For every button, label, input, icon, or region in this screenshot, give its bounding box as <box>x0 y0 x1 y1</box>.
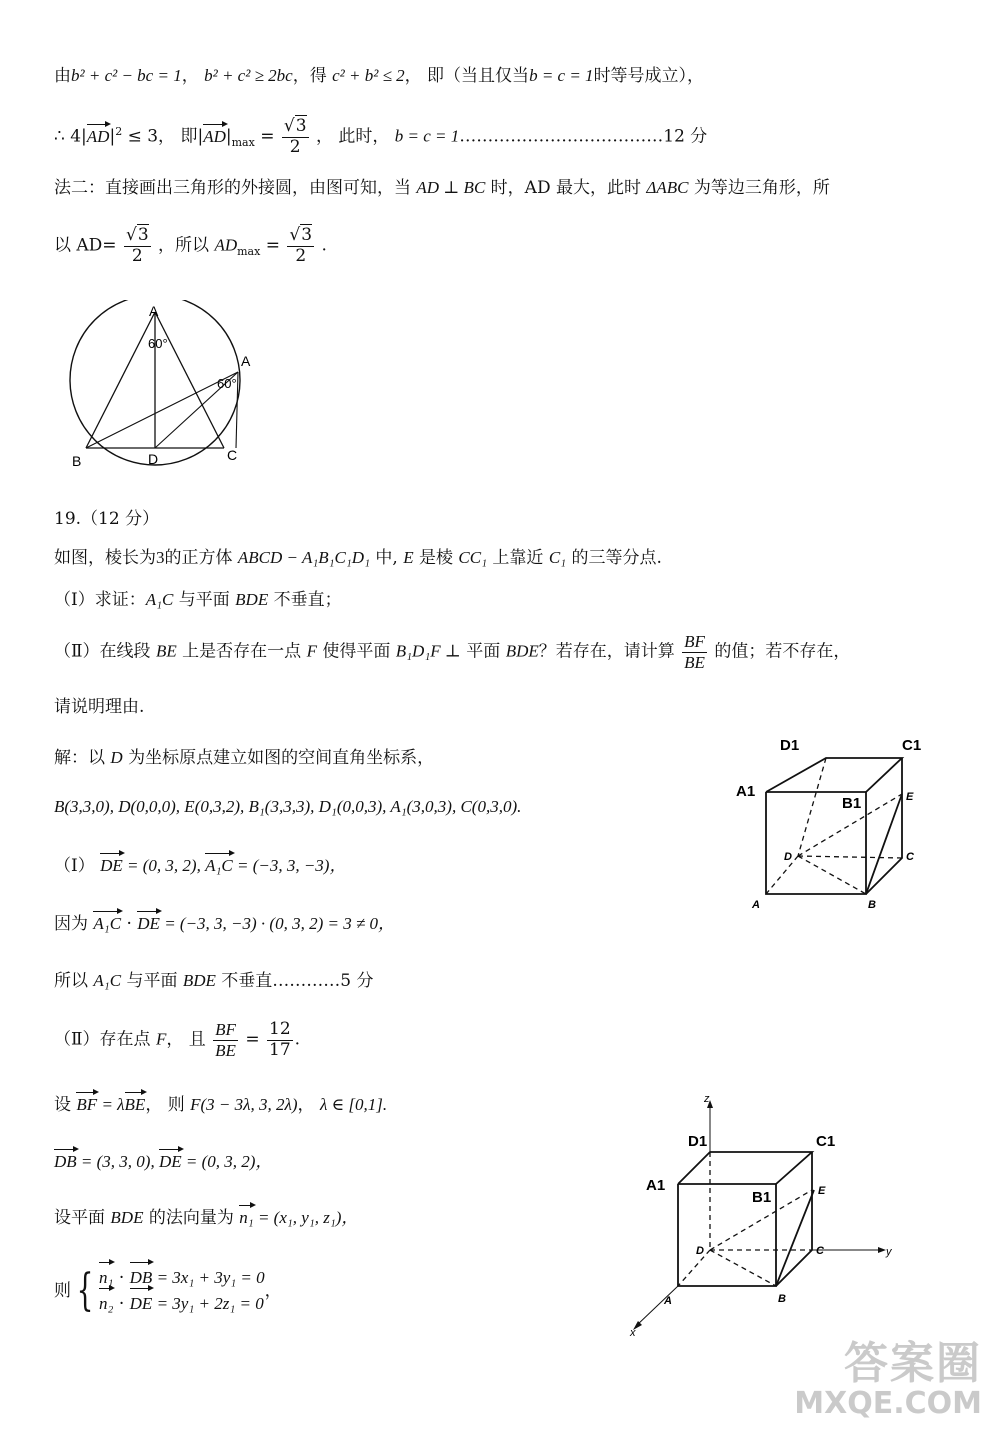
hidden-db <box>710 1250 776 1286</box>
solution-step-3: 所以 A₁C 与平面 BDE 不垂直…………5 分 <box>54 971 374 991</box>
label-b1: B1 <box>752 1189 772 1206</box>
watermark-url: MXQE.COM <box>794 1385 982 1421</box>
question-19-part-2-cont: 请说明理由. <box>54 697 145 717</box>
question-19-title: 19.（12 分） <box>54 509 160 529</box>
solution-step-2: 因为 A₁C · DE = (−3, 3, −3) · (0, 3, 2) = 3 ≠ 0， <box>54 914 396 934</box>
cube-figure-2 <box>620 1090 900 1340</box>
solution-step-1: （Ⅰ） DE = (0, 3, 2), A₁C = (−3, 3, −3)， <box>54 856 347 876</box>
solution-step-6: DB = (3, 3, 0), DE = (0, 3, 2)， <box>54 1152 273 1171</box>
circumcircle-figure <box>60 300 270 475</box>
label-z: z <box>704 1093 710 1105</box>
segment-ac <box>155 312 224 448</box>
system-brace: { <box>76 1265 94 1317</box>
hidden-da <box>766 856 798 894</box>
label-d: D <box>784 851 792 863</box>
watermark-logo-text: 答案圈 <box>844 1338 982 1390</box>
label-a1: A1 <box>646 1177 666 1194</box>
solution-step-5: 设 BF = λBE， 则 F(3 − 3λ, 3, 2λ)， λ ∈ [0,1]. <box>54 1095 388 1115</box>
label-a-right: A <box>241 353 251 369</box>
question-19-stem: 如图，棱长为3的正方体 ABCD − A₁B₁C₁D₁ 中, E 是棱 CC₁ 上靠近 C₁ 的三等分点. <box>54 548 662 568</box>
segment-ba-right <box>86 372 238 448</box>
label-d: D <box>696 1245 704 1257</box>
label-b: B <box>778 1293 786 1305</box>
label-60-top: 60° <box>148 336 168 351</box>
question-19-part-1: （Ⅰ）求证：A₁C 与平面 BDE 不垂直； <box>54 590 342 610</box>
label-d1: D1 <box>688 1133 708 1150</box>
derivation-line-1: 由b² + c² − bc = 1， b² + c² ≥ 2bc，得 c² + b² ≤ 2， 即（当且仅当b = c = 1时等号成立）， <box>54 66 705 86</box>
label-e: E <box>906 791 914 803</box>
method-two-result: 以 AD= $\frac{√3}{2}$ ，所以 $AD_{max}$ = $\frac{√3}{2}$ . <box>54 225 327 266</box>
solution-step-7: 设平面 BDE 的法向量为 n₁ = (x₁, y₁, z₁)， <box>54 1208 359 1228</box>
segment-be <box>776 1190 814 1286</box>
label-a: A <box>752 899 760 911</box>
label-y: y <box>886 1246 892 1258</box>
label-c: C <box>906 851 914 863</box>
label-d1: D1 <box>780 737 800 754</box>
watermark <box>794 1338 982 1421</box>
label-c1: C1 <box>816 1133 836 1150</box>
label-x: x <box>630 1327 636 1339</box>
y-axis-arrow <box>878 1247 886 1253</box>
label-b1: B1 <box>842 795 862 812</box>
label-b: B <box>868 899 876 911</box>
segment-ab <box>86 312 155 448</box>
label-b: B <box>72 453 82 469</box>
coordinates-line: B(3,3,0), D(0,0,0), E(0,3,2), B₁(3,3,3), D₁(0,0,3), A₁(3,0,3), C(0,3,0). <box>54 797 522 816</box>
solution-intro: 解：以 D 为坐标原点建立如图的空间直角坐标系， <box>54 748 435 768</box>
label-c: C <box>227 447 238 463</box>
top-face <box>678 1152 812 1184</box>
label-d: D <box>148 451 159 467</box>
solution-step-4: （Ⅱ）存在点 F， 且 $\frac{BF}{BE}$ = $\frac{12}{17}$ . <box>54 1019 301 1060</box>
label-c1: C1 <box>902 737 922 754</box>
cube-figure-1 <box>730 728 940 918</box>
question-19-part-2: （Ⅱ）在线段 BE 上是否存在一点 F 使得平面 B₁D₁F ⊥ 平面 BDE？若存在，请计算 $\frac{BF}{BE}$ 的值；若不存在， <box>54 632 851 672</box>
segment-be <box>866 794 902 894</box>
hidden-da <box>678 1250 710 1286</box>
label-c: C <box>816 1245 824 1257</box>
method-two-line: 法二：直接画出三角形的外接圆，由图可知，当 AD ⊥ BC 时，AD 最大，此时 ΔABC 为等边三角形，所 <box>54 178 830 198</box>
label-a: A <box>664 1295 672 1307</box>
label-a-top: A <box>149 303 159 319</box>
top-face <box>766 758 902 792</box>
derivation-line-2: ∴ $4|AD|^2 \le 3$， 即$|AD|_{max}$ = $\frac{√3}{2}$ ， 此时， b = c = 1………………………………12 分 <box>54 116 708 157</box>
solution-step-8: 则 { n₁ · DB = 3x₁ + 3y₁ = 0 n₂ · DE = 3y₁ + 2z₁ = 0， <box>54 1265 282 1317</box>
label-a1: A1 <box>736 783 756 800</box>
right-face <box>776 1152 812 1286</box>
label-60-right: 60° <box>217 376 237 391</box>
hidden-dc <box>798 856 902 858</box>
label-e: E <box>818 1185 826 1197</box>
hidden-db <box>798 856 866 894</box>
right-face <box>866 758 902 894</box>
